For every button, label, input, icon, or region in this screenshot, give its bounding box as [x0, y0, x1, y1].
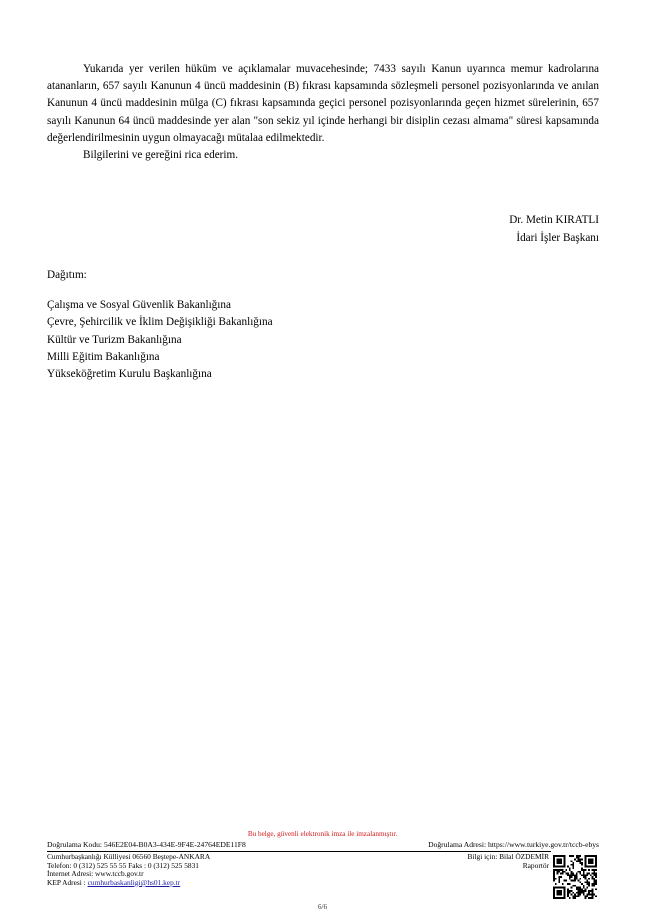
- phone-fax: Telefon: 0 (312) 525 55 55 Faks : 0 (312) 525 5831: [47, 860, 199, 870]
- kep-label: KEP Adresi :: [47, 877, 86, 887]
- distribution-item: Yükseköğretim Kurulu Başkanlığına: [47, 368, 212, 381]
- e-signature-note: Bu belge, güvenli elektronik imza ile imzalanmıştır.: [247, 830, 398, 838]
- signature-block: [509, 212, 599, 247]
- info-role: Raportör: [522, 860, 549, 870]
- verification-address[interactable]: Doğrulama Adresi: https://www.turkiye.gov.tr/tccb-ebys: [428, 840, 599, 849]
- distribution-item: Kültür ve Turizm Bakanlığına: [47, 333, 182, 346]
- signatory-title: İdari İşler Başkanı: [516, 231, 599, 244]
- distribution-item: Milli Eğitim Bakanlığına: [47, 350, 160, 363]
- distribution-list: [47, 297, 273, 383]
- distribution-block: [47, 267, 273, 383]
- kep-address-link[interactable]: cumhurbaskanligi@hs01.kep.tr: [87, 877, 181, 887]
- info-for: Bilgi için: Bilal ÖZDEMİR: [467, 852, 549, 861]
- kep-row: [47, 879, 210, 888]
- distribution-item: Çalışma ve Sosyal Güvenlik Bakanlığına: [47, 299, 231, 312]
- internet-address[interactable]: İnternet Adresi: www.tccb.gov.tr: [47, 869, 144, 879]
- distribution-heading: Dağıtım:: [47, 269, 87, 281]
- body-paragraph: Yukarıda yer verilen hüküm ve açıklamalar muvacehesinde; 7433 sayılı Kanun uyarınca memur kadrolarına atananların, 657 sayılı Kanunun 4 üncü maddesinin (B) fıkrası kapsamında sözleşmeli personel pozisyonlarında ve anılan Kanunun 4 üncü maddesinin mülga (C) fıkrası kapsamında geçici personel pozisyonlarında geçen hizmet sürelerinin, 657 sayılı Kanunun 64 üncü maddesinde yer alan "son sekiz yıl içinde herhangi bir disiplin cezası almama" süresi kapsamında değerlendirilmesinin uygun olmayacağı mütalaa edilmektedir.: [47, 63, 599, 144]
- verification-code: Doğrulama Kodu: 546E2E04-B0A3-434E-9F4E-24764EDE11F8: [47, 840, 246, 849]
- page-number: 6/6: [318, 903, 327, 911]
- qr-code-icon: [553, 855, 597, 899]
- postal-address: Cumhurbaşkanlığı Külliyesi 06560 Beştepe-ANKARA: [47, 852, 211, 861]
- contact-block: [47, 853, 210, 887]
- signatory-name: Dr. Metin KIRATLI: [509, 214, 599, 226]
- closing-paragraph: Bilgilerini ve gereğini rica ederim.: [83, 149, 239, 162]
- distribution-item: Çevre, Şehircilik ve İklim Değişikliği Bakanlığına: [47, 316, 273, 329]
- contact-person-block: [468, 853, 550, 870]
- letter-body: [47, 61, 599, 164]
